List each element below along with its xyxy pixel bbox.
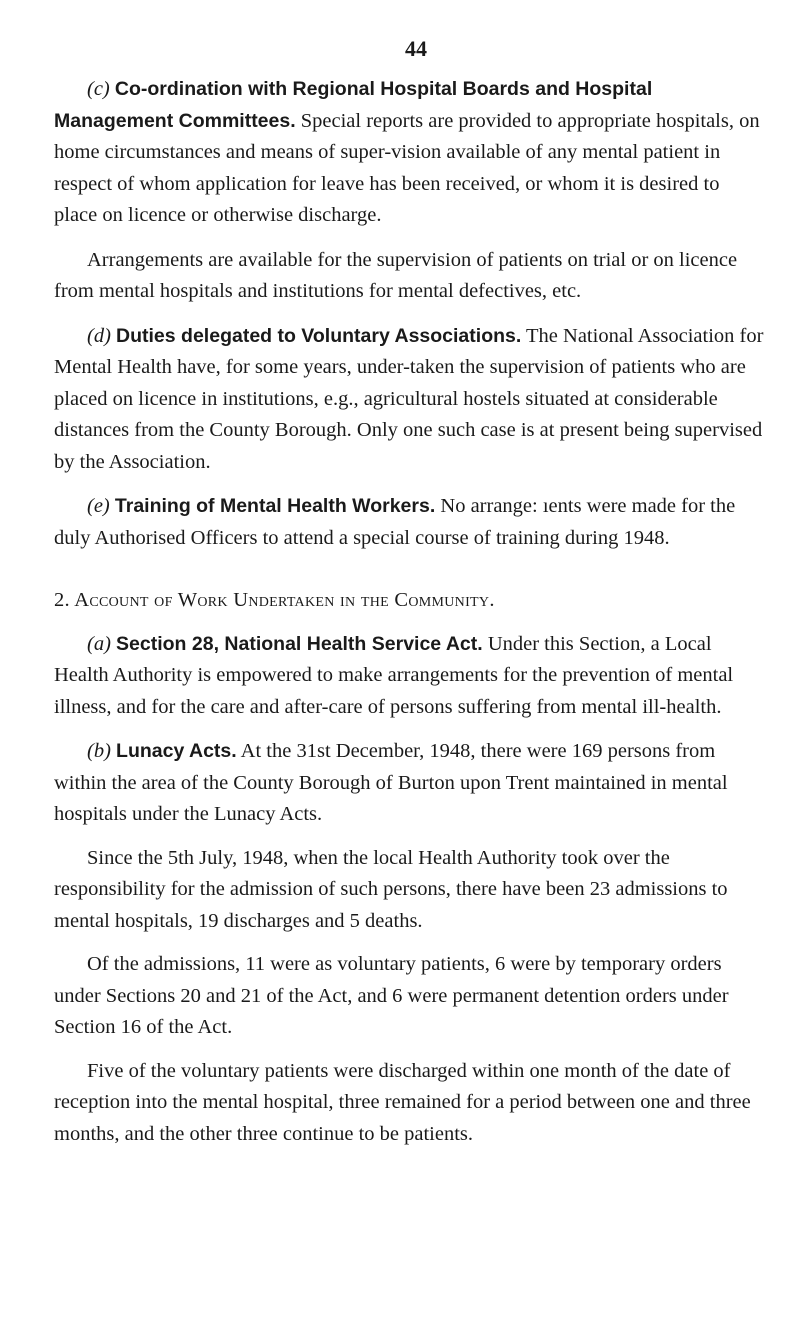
section-2-heading: 2. Account of Work Undertaken in the Community. <box>54 589 495 611</box>
paragraph-a-text: Under this Section, a Local Health Authority is empowered to make arrangements for the prevention of mental illness, and for the care and after-care of persons suffering from mental ill-health. <box>54 632 734 718</box>
paragraph-b-text: At the 31st December, 1948, there were 169 persons from within the area of the County Borough of Burton upon Trent maintained in mental hospitals under the Lunacy Acts. <box>54 740 728 825</box>
paragraph-c <box>54 74 766 232</box>
paragraph-a-label: (a) <box>87 632 111 655</box>
paragraph-c-label: (c) <box>87 78 110 100</box>
paragraph-a-heading: Section 28, National Health Service Act. <box>116 632 483 655</box>
paragraph-d <box>54 321 766 479</box>
paragraph-e-text: No arrange: ıents were made for the duly Authorised Officers to attend a special course of training during 1948. <box>54 495 736 549</box>
page-number: 44 <box>405 36 427 61</box>
paragraph-d-text: The National Association for Mental Health have, for some years, under-taken the supervision of patients who are placed on licence in institutions, e.g., agricultural hostels situated at considerable distances from the County Borough. Only one such case is at present being supervised by the Association. <box>54 324 764 473</box>
paragraph-e <box>54 491 766 554</box>
paragraph-c-text: Special reports are provided to appropriate hospitals, on home circumstances and means of super-vision available of any mental patient in respect of whom application for leave has been received, or whom it is desired to place on licence or otherwise discharge. <box>54 109 760 226</box>
paragraph-since: Since the 5th July, 1948, when the local Health Authority took over the responsibility for the admission of such persons, there have been 23 admissions to mental hospitals, 19 discharges and 5 deaths. <box>54 846 728 932</box>
paragraph-a <box>54 629 766 724</box>
paragraph-b <box>54 736 766 831</box>
paragraph-b-label: (b) <box>87 740 111 762</box>
paragraph-d-label: (d) <box>87 324 111 347</box>
paragraph-five: Five of the voluntary patients were discharged within one month of the date of reception into the mental hospital, three remained for a period between one and three months, and the other three continue to be patients. <box>54 1059 751 1145</box>
paragraph-b-heading: Lunacy Acts. <box>116 740 237 762</box>
paragraph-e-label: (e) <box>87 495 110 517</box>
paragraph-c-heading: Co-ordination with Regional Hospital Boards and Hospital Management Committees. <box>54 78 653 132</box>
paragraph-e-heading: Training of Mental Health Workers. <box>114 495 436 517</box>
paragraph-arrangements: Arrangements are available for the supervision of patients on trial or on licence from mental hospitals and institutions for mental defectives, etc. <box>54 248 738 302</box>
paragraph-admissions: Of the admissions, 11 were as voluntary patients, 6 were by temporary orders under Sections 20 and 21 of the Act, and 6 were permanent detention orders under Section 16 of the Act. <box>54 953 729 1038</box>
paragraph-d-heading: Duties delegated to Voluntary Associations. <box>116 324 522 347</box>
